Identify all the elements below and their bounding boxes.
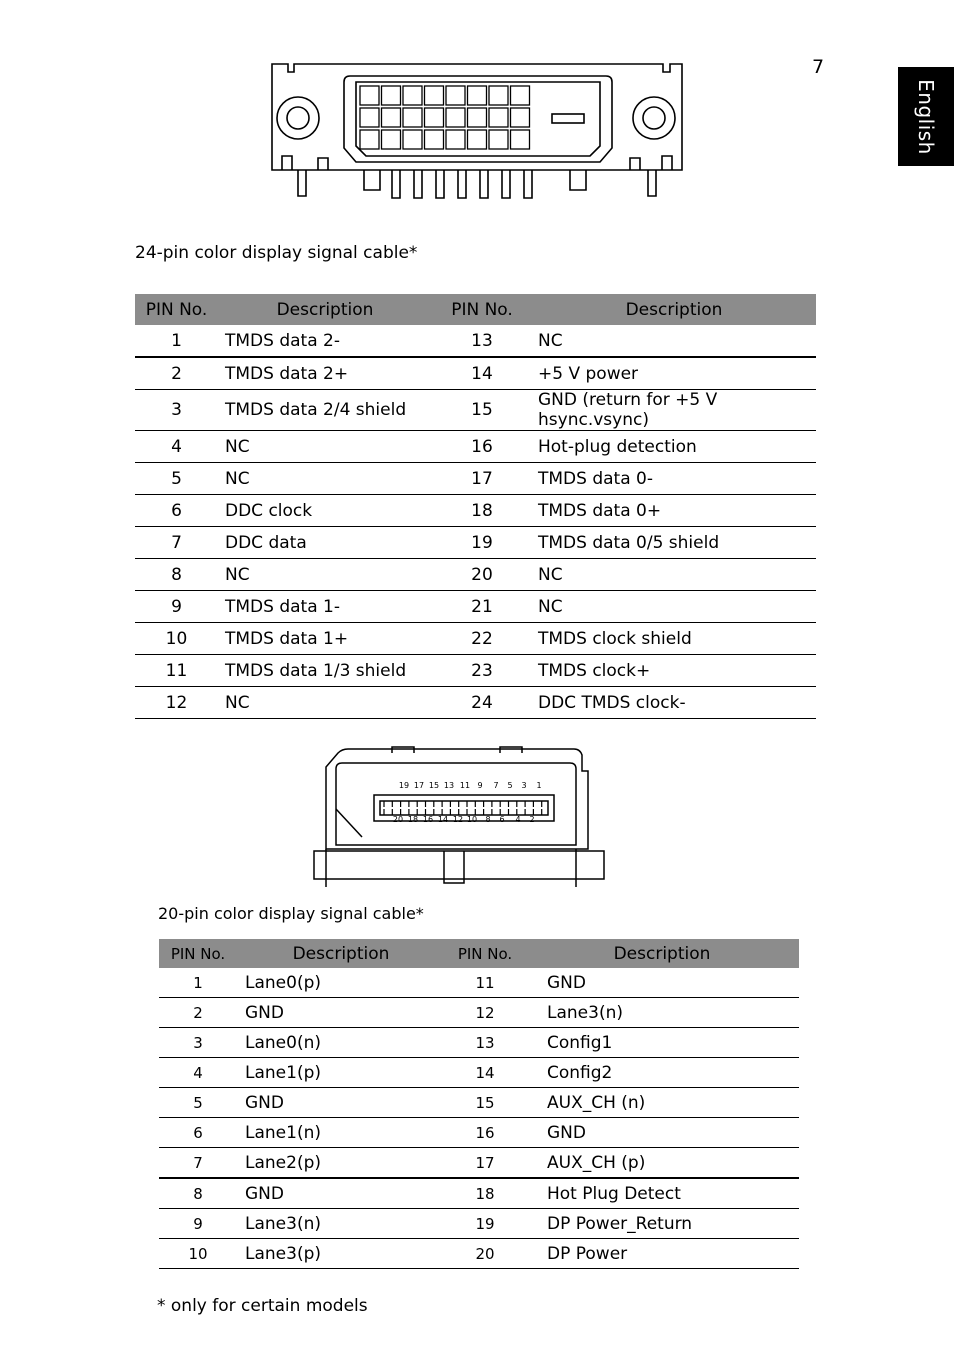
dvi-pin-socket (403, 86, 422, 105)
pin-description-cell: DP Power_Return (525, 1209, 799, 1239)
column-header: PIN No. (432, 294, 532, 325)
pin-number-cell: 11 (445, 968, 525, 998)
pin-number-cell: 17 (445, 1148, 525, 1179)
dp-pin-label: 17 (413, 781, 425, 790)
dp-pin-label: 13 (443, 781, 455, 790)
pin-number-cell: 20 (432, 559, 532, 591)
dp-pin-label: 3 (521, 781, 527, 790)
dp-pin-label: 16 (422, 815, 434, 824)
table-row (135, 390, 816, 431)
pin-description-cell: Hot-plug detection (532, 431, 816, 463)
pin-number-cell: 18 (445, 1178, 525, 1209)
pin-number-cell: 19 (432, 527, 532, 559)
pin-number-cell: 12 (135, 687, 218, 719)
pin-description-cell: TMDS clock shield (532, 623, 816, 655)
table-row (135, 687, 816, 719)
table-row (135, 655, 816, 687)
pin-description-cell: GND (return for +5 V hsync.vsync) (532, 390, 816, 431)
dvi-pin-socket (511, 130, 530, 149)
pin-number-cell: 3 (135, 390, 218, 431)
column-header: PIN No. (445, 939, 525, 968)
pin-number-cell: 9 (135, 591, 218, 623)
table-row (135, 527, 816, 559)
pin-description-cell: AUX_CH (n) (525, 1088, 799, 1118)
pin-description-cell: TMDS data 1/3 shield (218, 655, 432, 687)
pin-number-cell: 24 (432, 687, 532, 719)
pin-number-cell: 9 (159, 1209, 237, 1239)
pin-description-cell: DDC clock (218, 495, 432, 527)
pin-description-cell: Lane1(p) (237, 1058, 445, 1088)
pin-number-cell: 14 (445, 1058, 525, 1088)
pin-description-cell: NC (532, 559, 816, 591)
dvi-pin-socket (360, 130, 379, 149)
dp-pin-label: 8 (485, 815, 491, 824)
pin-number-cell: 23 (432, 655, 532, 687)
pin-description-cell: Lane3(p) (237, 1239, 445, 1269)
pin-description-cell: NC (218, 687, 432, 719)
dp-pin-label: 9 (477, 781, 483, 790)
pin-description-cell: GND (525, 1118, 799, 1148)
pin-description-cell: Lane1(n) (237, 1118, 445, 1148)
language-tab-label: English (914, 78, 938, 155)
pin-description-cell: TMDS data 1- (218, 591, 432, 623)
pin-description-cell: +5 V power (532, 357, 816, 390)
table-row (159, 1028, 799, 1058)
dvi-pin-socket (425, 86, 444, 105)
dp-pin-label: 19 (398, 781, 410, 790)
dp-pin-label: 6 (499, 815, 505, 824)
dvi-pin-socket (446, 130, 465, 149)
pin-description-cell: DDC data (218, 527, 432, 559)
pin-number-cell: 19 (445, 1209, 525, 1239)
displayport-caption: 20-pin color display signal cable* (158, 904, 424, 923)
pin-description-cell: Config2 (525, 1058, 799, 1088)
dvi-pin-socket (511, 86, 530, 105)
table-row (159, 1178, 799, 1209)
pin-number-cell: 8 (159, 1178, 237, 1209)
dvi-pin-socket (468, 86, 487, 105)
pin-number-cell: 21 (432, 591, 532, 623)
table-row (159, 1239, 799, 1269)
pin-description-cell: TMDS data 0/5 shield (532, 527, 816, 559)
pin-description-cell: NC (218, 431, 432, 463)
dvi-pin-socket (511, 108, 530, 127)
pin-description-cell: TMDS data 1+ (218, 623, 432, 655)
pin-description-cell: AUX_CH (p) (525, 1148, 799, 1179)
pin-description-cell: GND (237, 1178, 445, 1209)
dp-pin-label: 11 (459, 781, 471, 790)
dp-pin-label: 18 (407, 815, 419, 824)
pin-description-cell: Lane2(p) (237, 1148, 445, 1179)
pin-number-cell: 16 (445, 1118, 525, 1148)
pin-description-cell: Config1 (525, 1028, 799, 1058)
pin-description-cell: TMDS data 0+ (532, 495, 816, 527)
table-row (159, 1058, 799, 1088)
table-header-row (159, 939, 799, 968)
pin-description-cell: Lane3(n) (525, 998, 799, 1028)
dvi-pin-socket (468, 130, 487, 149)
pin-description-cell: GND (237, 1088, 445, 1118)
table-row (159, 968, 799, 998)
displayport-connector-diagram (312, 737, 608, 889)
table-row (135, 431, 816, 463)
pin-description-cell: DP Power (525, 1239, 799, 1269)
dp-pin-label: 7 (493, 781, 499, 790)
table-row (159, 998, 799, 1028)
dvi-pin-socket (425, 108, 444, 127)
language-tab (898, 67, 954, 166)
pin-number-cell: 15 (432, 390, 532, 431)
pin-number-cell: 2 (135, 357, 218, 390)
pin-description-cell: TMDS data 2+ (218, 357, 432, 390)
pin-number-cell: 10 (159, 1239, 237, 1269)
pin-description-cell: TMDS clock+ (532, 655, 816, 687)
pin-number-cell: 5 (135, 463, 218, 495)
pin-description-cell: NC (218, 559, 432, 591)
table-row (135, 623, 816, 655)
pin-number-cell: 3 (159, 1028, 237, 1058)
column-header: Description (525, 939, 799, 968)
dp-pin-label: 10 (466, 815, 478, 824)
pin-number-cell: 5 (159, 1088, 237, 1118)
pin-number-cell: 18 (432, 495, 532, 527)
pin-description-cell: GND (237, 998, 445, 1028)
pin-description-cell: TMDS data 0- (532, 463, 816, 495)
dvi-pin-socket (360, 86, 379, 105)
dvi-pin-table (135, 294, 816, 719)
pin-number-cell: 22 (432, 623, 532, 655)
dp-pin-label: 5 (507, 781, 513, 790)
pin-number-cell: 12 (445, 998, 525, 1028)
table-header-row (135, 294, 816, 325)
pin-number-cell: 17 (432, 463, 532, 495)
pin-number-cell: 1 (135, 325, 218, 357)
displayport-pin-table (159, 939, 799, 1269)
dp-pin-label: 20 (392, 815, 404, 824)
table-row (159, 1148, 799, 1179)
dvi-caption: 24-pin color display signal cable* (135, 243, 418, 263)
pin-number-cell: 4 (159, 1058, 237, 1088)
dvi-pin-socket (468, 108, 487, 127)
pin-description-cell: TMDS data 2- (218, 325, 432, 357)
dvi-pin-socket (446, 86, 465, 105)
pin-number-cell: 2 (159, 998, 237, 1028)
pin-number-cell: 14 (432, 357, 532, 390)
dp-pin-label: 2 (529, 815, 535, 824)
pin-description-cell: Hot Plug Detect (525, 1178, 799, 1209)
page-number: 7 (812, 56, 825, 78)
dp-pin-label: 4 (515, 815, 521, 824)
pin-number-cell: 8 (135, 559, 218, 591)
pin-description-cell: Lane3(n) (237, 1209, 445, 1239)
table-row (135, 591, 816, 623)
table-row (135, 463, 816, 495)
pin-description-cell: Lane0(p) (237, 968, 445, 998)
table-row (135, 357, 816, 390)
pin-number-cell: 13 (432, 325, 532, 357)
dvi-pin-socket (403, 130, 422, 149)
dp-pin-label: 1 (536, 781, 542, 790)
dvi-pin-socket (360, 108, 379, 127)
table-row (135, 495, 816, 527)
column-header: Description (237, 939, 445, 968)
dvi-connector-diagram (268, 58, 688, 208)
footnote: * only for certain models (157, 1296, 368, 1316)
dvi-pin-socket (489, 86, 508, 105)
pin-number-cell: 16 (432, 431, 532, 463)
pin-number-cell: 6 (135, 495, 218, 527)
dvi-pin-socket (489, 108, 508, 127)
column-header: Description (532, 294, 816, 325)
pin-number-cell: 10 (135, 623, 218, 655)
dvi-pin-socket (382, 130, 401, 149)
column-header: PIN No. (135, 294, 218, 325)
dvi-pin-socket (382, 108, 401, 127)
dp-pin-label: 15 (428, 781, 440, 790)
column-header: PIN No. (159, 939, 237, 968)
table-row (159, 1088, 799, 1118)
table-row (159, 1209, 799, 1239)
dvi-pin-socket (489, 130, 508, 149)
pin-description-cell: NC (532, 325, 816, 357)
pin-description-cell: NC (218, 463, 432, 495)
dvi-pin-socket (425, 130, 444, 149)
dp-pin-label: 12 (452, 815, 464, 824)
table-row (135, 559, 816, 591)
dvi-pin-socket (446, 108, 465, 127)
table-row (135, 325, 816, 357)
pin-number-cell: 6 (159, 1118, 237, 1148)
pin-number-cell: 7 (135, 527, 218, 559)
column-header: Description (218, 294, 432, 325)
pin-description-cell: NC (532, 591, 816, 623)
pin-number-cell: 1 (159, 968, 237, 998)
pin-number-cell: 20 (445, 1239, 525, 1269)
dp-pin-label: 14 (437, 815, 449, 824)
pin-number-cell: 4 (135, 431, 218, 463)
pin-number-cell: 13 (445, 1028, 525, 1058)
dvi-pin-socket (403, 108, 422, 127)
pin-number-cell: 11 (135, 655, 218, 687)
table-row (159, 1118, 799, 1148)
pin-description-cell: GND (525, 968, 799, 998)
pin-number-cell: 7 (159, 1148, 237, 1179)
pin-description-cell: DDC TMDS clock- (532, 687, 816, 719)
dvi-pin-socket (382, 86, 401, 105)
pin-description-cell: TMDS data 2/4 shield (218, 390, 432, 431)
pin-number-cell: 15 (445, 1088, 525, 1118)
pin-description-cell: Lane0(n) (237, 1028, 445, 1058)
